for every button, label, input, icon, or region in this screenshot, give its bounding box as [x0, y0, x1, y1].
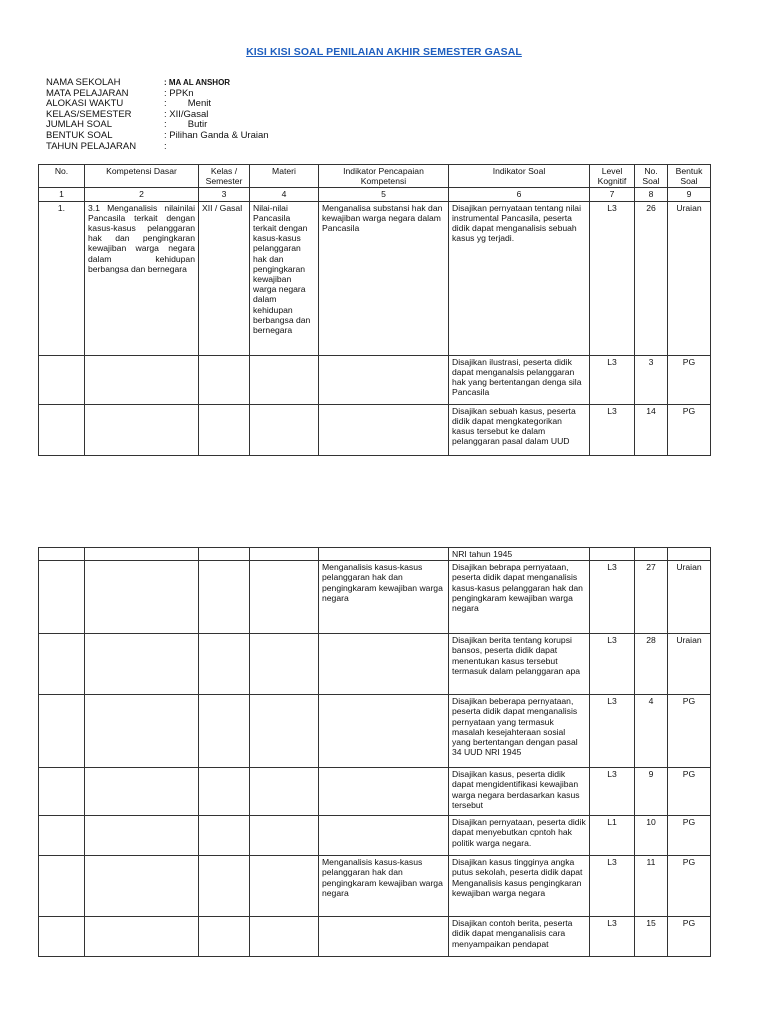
- table-row: [39, 856, 711, 917]
- header-row: [39, 165, 711, 188]
- cell-indikator-soal: Disajikan pernyataan, peserta didik dapat menyebutkan cpntoh hak politik warga negara.: [449, 816, 590, 856]
- cell-indikator-soal: Disajikan kasus, peserta didik dapat mengidentifikasi kewajiban warga negara berdasarkan kasus tersebut: [449, 768, 590, 816]
- cell-kelas: [199, 917, 250, 957]
- header-cell: Indikator Pencapaian Kompetensi: [319, 165, 449, 188]
- meta-label: TAHUN PELAJARAN: [46, 140, 137, 152]
- cell-indikator-pencapaian: Menganalisis kasus-kasus pelanggaran hak dan pengingkaram kewajiban warga negara: [319, 856, 449, 917]
- header-cell: Materi: [250, 165, 319, 188]
- cell-kelas: [199, 816, 250, 856]
- cell-materi: [250, 561, 319, 634]
- cell-indikator-soal: NRI tahun 1945: [449, 548, 590, 561]
- cell-kelas: [199, 634, 250, 695]
- cell-materi: [250, 816, 319, 856]
- header-cell: Indikator Soal: [449, 165, 590, 188]
- cell-indikator-pencapaian: [319, 695, 449, 768]
- header-cell: Bentuk Soal: [668, 165, 711, 188]
- cell-no-soal: 27: [635, 561, 668, 634]
- cell-kelas: [199, 404, 250, 455]
- cell-bentuk-soal: PG: [668, 355, 711, 404]
- cell-materi: [250, 355, 319, 404]
- meta-value: : Menit: [164, 98, 211, 110]
- cell-no: [39, 816, 85, 856]
- column-number-row: [39, 188, 711, 201]
- cell-indikator-soal: Disajikan contoh berita, peserta didik dapat menganalisis cara menyampaikan pendapat: [449, 917, 590, 957]
- cell-bentuk-soal: [668, 548, 711, 561]
- cell-no-soal: 10: [635, 816, 668, 856]
- cell-indikator-soal: Disajikan sebuah kasus, peserta didik dapat mengkategorikan kasus tersebut ke dalam pelanggaran pasal dalam UUD: [449, 404, 590, 455]
- cell-bentuk-soal: Uraian: [668, 201, 711, 355]
- table-row: [39, 355, 711, 404]
- cell-materi: Nilai-nilai Pancasila terkait dengan kasus-kasus pelanggaran hak dan pengingkaran kewajiban warga negara dalam kehidupan berbangsa dan bernegara: [250, 201, 319, 355]
- cell-kompetensi-dasar: [85, 816, 199, 856]
- cell-no-soal: 15: [635, 917, 668, 957]
- header-cell: Kompetensi Dasar: [85, 165, 199, 188]
- cell-indikator-pencapaian: [319, 355, 449, 404]
- cell-kelas: [199, 856, 250, 917]
- cell-kompetensi-dasar: [85, 548, 199, 561]
- meta-label: JUMLAH SOAL: [46, 119, 112, 131]
- cell-level: [590, 548, 635, 561]
- cell-bentuk-soal: Uraian: [668, 561, 711, 634]
- cell-materi: [250, 856, 319, 917]
- column-number: 8: [635, 188, 668, 201]
- cell-indikator-soal: Disajikan ilustrasi, peserta didik dapat menganalsis pelanggaran hak yang bertentangan denga sila Pancasila: [449, 355, 590, 404]
- cell-materi: [250, 768, 319, 816]
- cell-level: L3: [590, 856, 635, 917]
- cell-no-soal: 3: [635, 355, 668, 404]
- cell-kelas: [199, 355, 250, 404]
- cell-indikator-pencapaian: [319, 634, 449, 695]
- cell-indikator-pencapaian: [319, 816, 449, 856]
- meta-value: : PPKn: [164, 87, 194, 99]
- meta-label: ALOKASI WAKTU: [46, 98, 124, 110]
- header-cell: Kelas / Semester: [199, 165, 250, 188]
- table-row: [39, 816, 711, 856]
- header-cell: Level Kognitif: [590, 165, 635, 188]
- cell-indikator-pencapaian: [319, 768, 449, 816]
- cell-no-soal: 14: [635, 404, 668, 455]
- cell-kompetensi-dasar: [85, 355, 199, 404]
- table-row: [39, 201, 711, 355]
- cell-no: [39, 768, 85, 816]
- cell-indikator-pencapaian: [319, 548, 449, 561]
- cell-kelas: XII / Gasal: [199, 201, 250, 355]
- cell-no-soal: 9: [635, 768, 668, 816]
- header-cell: No.: [39, 165, 85, 188]
- cell-level: L3: [590, 695, 635, 768]
- table-row: [39, 695, 711, 768]
- table-row: [39, 768, 711, 816]
- cell-kompetensi-dasar: 3.1 Menganalisis nilainilai Pancasila terkait dengan kasus-kasus pelanggaran hak dan pengingkaran kewajiban warga negara dalam kehidupan berbangsa dan bernegara: [85, 201, 199, 355]
- cell-materi: [250, 548, 319, 561]
- cell-kompetensi-dasar: [85, 695, 199, 768]
- cell-level: L3: [590, 634, 635, 695]
- table-row: [39, 634, 711, 695]
- cell-no: [39, 917, 85, 957]
- cell-no: [39, 634, 85, 695]
- cell-level: L3: [590, 355, 635, 404]
- kisi-table-page-2: [38, 547, 711, 957]
- cell-bentuk-soal: PG: [668, 695, 711, 768]
- cell-indikator-pencapaian: Menganalisis kasus-kasus pelanggaran hak dan pengingkaram kewajiban warga negara: [319, 561, 449, 634]
- cell-kelas: [199, 548, 250, 561]
- cell-kelas: [199, 695, 250, 768]
- cell-bentuk-soal: Uraian: [668, 634, 711, 695]
- cell-level: L3: [590, 768, 635, 816]
- cell-indikator-soal: Disajikan berita tentang korupsi bansos, peserta didik dapat menentukan kasus tersebut termasuk dalam pelanggaran apa: [449, 634, 590, 695]
- cell-bentuk-soal: PG: [668, 816, 711, 856]
- cell-no: [39, 695, 85, 768]
- column-number: 9: [668, 188, 711, 201]
- meta-value: : MA AL ANSHOR: [164, 78, 231, 87]
- cell-kompetensi-dasar: [85, 856, 199, 917]
- column-number: 2: [85, 188, 199, 201]
- cell-no-soal: 26: [635, 201, 668, 355]
- column-number: 4: [250, 188, 319, 201]
- cell-level: L1: [590, 816, 635, 856]
- cell-level: L3: [590, 201, 635, 355]
- column-number: 1: [39, 188, 85, 201]
- cell-indikator-soal: Disajikan beberapa pernyataan, peserta didik dapat menganalisis pernyataan yang termasuk masalah kesejahteraan sosial yang bertentangan dengan pasal 34 UUD NRI 1945: [449, 695, 590, 768]
- cell-bentuk-soal: PG: [668, 768, 711, 816]
- cell-indikator-pencapaian: [319, 404, 449, 455]
- cell-no-soal: [635, 548, 668, 561]
- meta-label: NAMA SEKOLAH: [46, 77, 121, 88]
- column-number: 5: [319, 188, 449, 201]
- meta-label: KELAS/SEMESTER: [46, 108, 132, 120]
- meta-label: MATA PELAJARAN: [46, 87, 129, 99]
- cell-materi: [250, 695, 319, 768]
- meta-value: : Butir: [164, 119, 208, 131]
- cell-no: [39, 355, 85, 404]
- cell-materi: [250, 917, 319, 957]
- cell-materi: [250, 634, 319, 695]
- cell-no: [39, 561, 85, 634]
- cell-no-soal: 28: [635, 634, 668, 695]
- cell-kompetensi-dasar: [85, 917, 199, 957]
- cell-no: 1.: [39, 201, 85, 355]
- cell-indikator-pencapaian: Menganalisa substansi hak dan kewajiban warga negara dalam Pancasila: [319, 201, 449, 355]
- cell-level: L3: [590, 917, 635, 957]
- column-number: 7: [590, 188, 635, 201]
- cell-bentuk-soal: PG: [668, 917, 711, 957]
- meta-label: BENTUK SOAL: [46, 129, 113, 141]
- cell-bentuk-soal: PG: [668, 404, 711, 455]
- cell-level: L3: [590, 561, 635, 634]
- document-title: KISI KISI SOAL PENILAIAN AKHIR SEMESTER GASAL: [246, 46, 522, 58]
- cell-bentuk-soal: PG: [668, 856, 711, 917]
- cell-no-soal: 4: [635, 695, 668, 768]
- cell-kompetensi-dasar: [85, 768, 199, 816]
- cell-no: [39, 404, 85, 455]
- column-number: 6: [449, 188, 590, 201]
- meta-value: : Pilihan Ganda & Uraian: [164, 129, 269, 141]
- cell-indikator-soal: Disajikan bebrapa pernyataan, peserta didik dapat menganalisis kasus-kasus pelanggaran hak dan pengingkaram kewajiban warga negara: [449, 561, 590, 634]
- cell-kompetensi-dasar: [85, 561, 199, 634]
- meta-value: :: [164, 140, 167, 152]
- table-row: [39, 548, 711, 561]
- cell-level: L3: [590, 404, 635, 455]
- header-cell: No. Soal: [635, 165, 668, 188]
- cell-no-soal: 11: [635, 856, 668, 917]
- cell-kompetensi-dasar: [85, 404, 199, 455]
- cell-indikator-pencapaian: [319, 917, 449, 957]
- column-number: 3: [199, 188, 250, 201]
- cell-materi: [250, 404, 319, 455]
- cell-no: [39, 856, 85, 917]
- cell-indikator-soal: Disajikan pernyataan tentang nilai instrumental Pancasila, peserta didik dapat menganalisis sebuah kasus yg terjadi.: [449, 201, 590, 355]
- table-row: [39, 404, 711, 455]
- cell-kelas: [199, 561, 250, 634]
- table-row: [39, 917, 711, 957]
- kisi-table-page-1: [38, 164, 711, 456]
- cell-kompetensi-dasar: [85, 634, 199, 695]
- cell-kelas: [199, 768, 250, 816]
- cell-no: [39, 548, 85, 561]
- meta-value: : XII/Gasal: [164, 108, 209, 120]
- cell-indikator-soal: Disajikan kasus tingginya angka putus sekolah, peserta didik dapat Menganalisis kasus pengingkaran kewajiban warga negara: [449, 856, 590, 917]
- table-row: [39, 561, 711, 634]
